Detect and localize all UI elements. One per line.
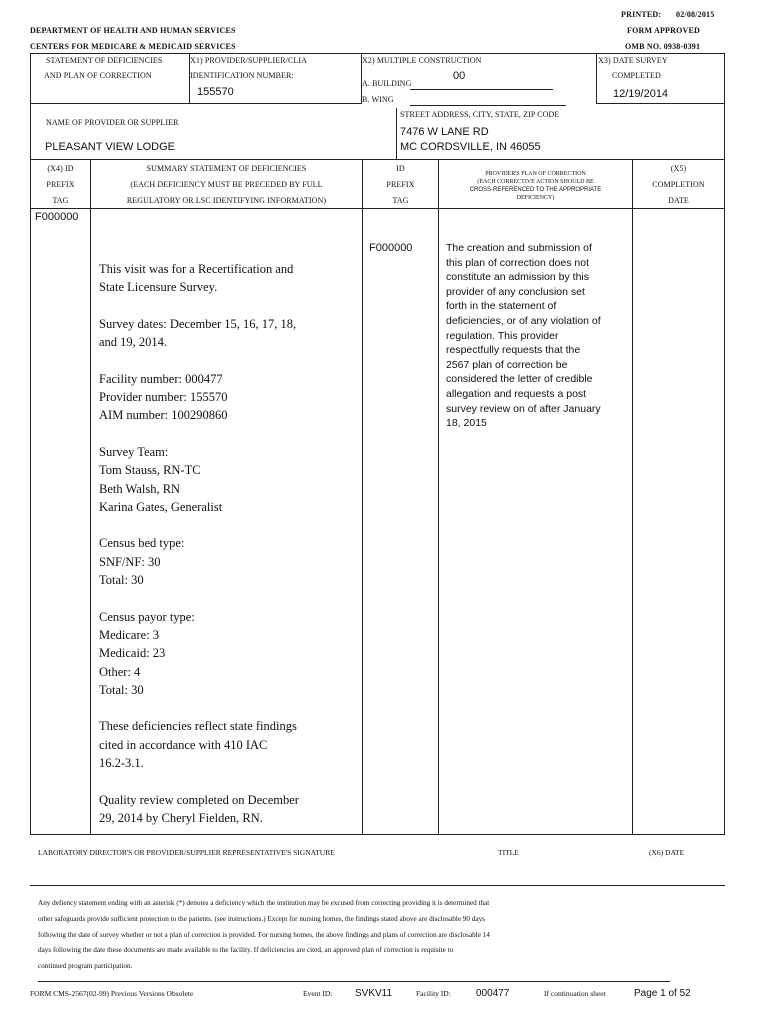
summary-line: AIM number: 100290860 <box>99 408 228 423</box>
x5-header-1: (X5) <box>670 164 687 173</box>
event-id-label: Event ID: <box>303 989 333 998</box>
summary-line: and 19, 2014. <box>99 335 168 350</box>
summary-paragraph <box>99 443 359 516</box>
summary-header-3: REGULATORY OR LSC IDENTIFYING INFORMATION) <box>126 196 327 205</box>
summary-header-1: SUMMARY STATEMENT OF DEFICIENCIES <box>146 164 307 173</box>
summary-header-2: (EACH DEFICIENCY MUST BE PRECEDED BY FULL <box>130 180 323 189</box>
centers-name: CENTERS FOR MEDICARE & MEDICAID SERVICES <box>30 42 236 51</box>
wing-label: B. WING <box>362 95 394 104</box>
x1-label-line2: IDENTIFICATION NUMBER: <box>190 71 294 80</box>
summary-line: Tom Stauss, RN-TC <box>99 463 201 478</box>
footnote-line: continued program participation. <box>38 962 133 971</box>
tag-left: F000000 <box>35 211 79 223</box>
plan-line: considered the letter of credible <box>446 373 593 386</box>
plan-header-3: CROSS-REFERENCED TO THE APPROPRIATE <box>469 187 602 193</box>
summary-line: Karina Gates, Generalist <box>99 499 223 514</box>
address-line2: MC CORDSVILLE, IN 46055 <box>400 141 541 153</box>
summary-line: These deficiencies reflect state findings <box>99 719 297 734</box>
plan-line: 18, 2015 <box>446 417 487 430</box>
summary-line: SNF/NF: 30 <box>99 554 161 569</box>
plan-header-1: PROVIDER'S PLAN OF CORRECTION <box>485 171 586 177</box>
plan-line: The creation and submission of <box>446 242 592 254</box>
summary-line: cited in accordance with 410 IAC <box>99 737 268 752</box>
summary-paragraph <box>99 370 359 425</box>
summary-line: State Licensure Survey. <box>99 280 218 295</box>
plan-header-2: (EACH CORRECTIVE ACTION SHOULD BE <box>477 179 594 185</box>
plan-line: constitute an admission by this <box>446 271 589 284</box>
summary-line: Medicare: 3 <box>99 627 160 642</box>
printed-date: 02/08/2015 <box>676 10 715 19</box>
summary-line: Beth Walsh, RN <box>99 481 181 496</box>
tag-right: F000000 <box>369 242 413 254</box>
id-header-3: TAG <box>392 196 409 205</box>
summary-line: Survey dates: December 15, 16, 17, 18, <box>99 316 297 331</box>
building-label: A. BUILDING <box>362 79 412 88</box>
summary-line: Other: 4 <box>99 664 141 679</box>
form-approved: FORM APPROVED <box>627 26 701 35</box>
summary-paragraph <box>99 608 359 699</box>
summary-line: Census payor type: <box>99 609 195 624</box>
footnote-line: days following the date these documents are made available to the facility. If deficiencies are cited, an approved plan of correction is requisite to <box>38 946 454 955</box>
provider-id-value: 155570 <box>197 86 234 98</box>
statement-label-line1: STATEMENT OF DEFICIENCIES <box>46 56 163 65</box>
page-number: Page 1 of 52 <box>634 988 691 999</box>
statement-label-line2: AND PLAN OF CORRECTION <box>44 71 152 80</box>
summary-line: 16.2-3.1. <box>99 756 144 771</box>
provider-name-value: PLEASANT VIEW LODGE <box>45 141 176 153</box>
department-name: DEPARTMENT OF HEALTH AND HUMAN SERVICES <box>30 26 236 35</box>
provider-name-label: NAME OF PROVIDER OR SUPPLIER <box>46 118 179 127</box>
summary-paragraph <box>99 315 359 352</box>
summary-line: Census bed type: <box>99 536 185 551</box>
signature-label: LABORATORY DIRECTOR'S OR PROVIDER/SUPPLIER REPRESENTATIVE'S SIGNATURE <box>38 848 335 857</box>
summary-line: Facility number: 000477 <box>99 371 223 386</box>
plan-line: this plan of correction does not <box>446 256 590 269</box>
continuation-label: If continuation sheet <box>544 989 606 998</box>
omb-number: OMB NO. 0938-0391 <box>625 42 701 51</box>
plan-line: survey review on of after January <box>446 402 601 415</box>
event-id-value: SVKV11 <box>355 988 393 999</box>
summary-paragraph <box>99 791 359 828</box>
summary-line: This visit was for a Recertification and <box>99 262 294 276</box>
footnote <box>38 896 728 975</box>
plan-line: provider of any conclusion set <box>446 285 585 298</box>
x4-header-2: PREFIX <box>46 180 75 189</box>
footnote-line: other safeguards provide sufficient protection to the patients. (see instructions.) Except for nursing homes, the findings stated above are disclosable 90 days <box>38 914 485 923</box>
x3-label-line1: X3) DATE SURVEY <box>598 56 668 65</box>
x5-header-3: DATE <box>668 196 689 205</box>
summary-line: Quality review completed on December <box>99 792 299 807</box>
summary-line: Total: 30 <box>99 573 144 588</box>
x4-header-1: (X4) ID <box>47 164 74 173</box>
printed-label: PRINTED: <box>621 10 662 19</box>
summary-paragraph <box>99 534 359 589</box>
address-label: STREET ADDRESS, CITY, STATE, ZIP CODE <box>400 110 560 119</box>
x1-label-line1: X1) PROVIDER/SUPPLIER/CLIA <box>190 56 308 65</box>
summary-statement <box>99 260 359 846</box>
x5-header-2: COMPLETION <box>652 180 705 189</box>
summary-line: 29, 2014 by Cheryl Fielden, RN. <box>99 810 263 825</box>
plan-of-correction <box>446 241 626 431</box>
id-header-2: PREFIX <box>386 180 415 189</box>
plan-line: regulation. This provider <box>446 329 559 342</box>
x4-header-3: TAG <box>52 196 69 205</box>
signature-date-label: (X6) DATE <box>649 848 685 857</box>
plan-line: 2567 plan of correction be <box>446 358 568 371</box>
plan-line: respectfully requests that the <box>446 344 581 357</box>
facility-id-value: 000477 <box>476 988 510 999</box>
plan-line: forth in the statement of <box>446 300 557 313</box>
facility-id-label: Facility ID: <box>416 989 451 998</box>
x3-label-line2: COMPLETED <box>612 71 661 80</box>
id-header-1: ID <box>396 164 405 173</box>
plan-header-4: DEFICIENCY) <box>516 195 555 201</box>
signature-title-label: TITLE <box>498 848 519 857</box>
summary-paragraph <box>99 260 359 297</box>
x2-label: X2) MULTIPLE CONSTRUCTION <box>362 56 482 65</box>
form-number: FORM CMS-2567(02-99) Previous Versions Obsolete <box>30 989 194 998</box>
summary-line: Survey Team: <box>99 444 169 459</box>
plan-line: allegation and requests a post <box>446 387 587 400</box>
footnote-line: following the date of survey whether or not a plan of correction is provided. For nursing homes, the above findings and plans of correction are disclosable 14 <box>38 930 490 939</box>
survey-completed-date: 12/19/2014 <box>613 88 669 100</box>
summary-line: Medicaid: 23 <box>99 646 166 661</box>
summary-line: Provider number: 155570 <box>99 390 228 405</box>
building-value: 00 <box>453 70 466 82</box>
address-line1: 7476 W LANE RD <box>400 126 489 138</box>
footnote-line: Any defiency statement ending with an asterisk (*) denotes a deficiency which the institution may be excused from correcting providing it is determined that <box>38 899 490 907</box>
plan-line: deficiencies, or of any violation of <box>446 314 601 327</box>
summary-paragraph <box>99 717 359 772</box>
summary-line: Total: 30 <box>99 682 144 697</box>
